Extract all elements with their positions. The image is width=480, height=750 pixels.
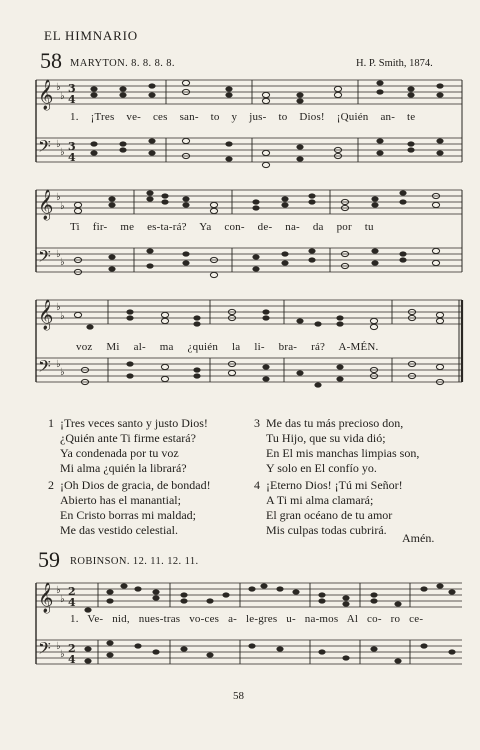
svg-text:𝄞: 𝄞 bbox=[38, 583, 54, 613]
svg-text:𝄢: 𝄢 bbox=[38, 136, 51, 160]
svg-text:♭: ♭ bbox=[60, 311, 65, 322]
stanza-line: En Cristo borras mi maldad; bbox=[60, 508, 196, 522]
hymn-number: 59 bbox=[38, 547, 60, 572]
stanza-line: ¡Eterno Dios! ¡Tú mi Señor! bbox=[266, 478, 403, 492]
lyrics-line: Ti fir- me es-ta-rá? Ya con- de- na- da por tu bbox=[70, 221, 374, 233]
svg-text:♭: ♭ bbox=[56, 139, 61, 150]
svg-text:♭: ♭ bbox=[60, 367, 65, 378]
stanza-3 bbox=[246, 416, 419, 476]
stanza-2 bbox=[40, 478, 211, 538]
svg-text:𝄢: 𝄢 bbox=[38, 356, 51, 380]
svg-text:2: 2 bbox=[68, 585, 76, 598]
stanza-number: 3 bbox=[254, 416, 260, 430]
stanza-number: 1 bbox=[48, 416, 54, 430]
tune-name: ROBINSON. 12. 11. 12. 11. bbox=[70, 556, 199, 567]
stanza-line: A Ti mi alma clamará; bbox=[266, 493, 374, 507]
stanza-number: 4 bbox=[254, 478, 260, 492]
svg-text:♭: ♭ bbox=[56, 192, 61, 203]
svg-text:4: 4 bbox=[68, 93, 76, 106]
svg-text:𝄞: 𝄞 bbox=[38, 300, 54, 330]
stanza-line: Ya condenada por tu voz bbox=[60, 446, 179, 460]
music-system bbox=[0, 75, 480, 185]
lyrics-line: 1. ¡Tres ve- ces san- to y jus- to Dios! ¡Quién an- te bbox=[70, 111, 416, 123]
stanza-line: Mi alma ¿quién la librará? bbox=[60, 461, 187, 475]
stanza-line: Abierto has el manantial; bbox=[60, 493, 181, 507]
svg-text:𝄞: 𝄞 bbox=[38, 190, 54, 220]
svg-text:♭: ♭ bbox=[56, 302, 61, 313]
svg-text:♭: ♭ bbox=[60, 649, 65, 660]
hymn-author: H. P. Smith, 1874. bbox=[356, 58, 433, 69]
svg-text:♭: ♭ bbox=[56, 359, 61, 370]
stanza-line: Mis culpas todas cubrirá. bbox=[266, 523, 387, 537]
running-head: EL HIMNARIO bbox=[44, 28, 138, 43]
svg-text:♭: ♭ bbox=[60, 594, 65, 605]
page-number: 58 bbox=[233, 690, 244, 702]
stanza-1 bbox=[40, 416, 208, 476]
stanza-4 bbox=[246, 478, 403, 538]
svg-text:♭: ♭ bbox=[60, 147, 65, 158]
stanza-line: Tu Hijo, que su vida dió; bbox=[266, 431, 386, 445]
svg-text:𝄢: 𝄢 bbox=[38, 246, 51, 270]
svg-text:3: 3 bbox=[68, 140, 76, 153]
svg-text:4: 4 bbox=[68, 151, 76, 164]
svg-text:♭: ♭ bbox=[56, 249, 61, 260]
lyrics-line: 1. Ve- nid, nues-tras vo-ces a- le-gres u- na-mos Al co- ro ce- bbox=[70, 613, 424, 625]
svg-text:♭: ♭ bbox=[56, 585, 61, 596]
bass-staff bbox=[36, 138, 462, 162]
svg-text:𝄢: 𝄢 bbox=[38, 638, 51, 662]
stanza-line: Me das tu más precioso don, bbox=[266, 416, 404, 430]
svg-text:♭: ♭ bbox=[60, 91, 65, 102]
svg-text:♭: ♭ bbox=[60, 201, 65, 212]
noteheads bbox=[90, 80, 443, 167]
stanza-line: Me das vestido celestial. bbox=[60, 523, 178, 537]
svg-text:𝄞: 𝄞 bbox=[38, 80, 54, 110]
stanza-line: El gran océano de tu amor bbox=[266, 508, 393, 522]
tune-name: MARYTON. 8. 8. 8. 8. bbox=[70, 58, 175, 69]
stanza-line: En El mis manchas limpias son, bbox=[266, 446, 420, 460]
svg-text:2: 2 bbox=[68, 642, 76, 655]
stanza-line: Y solo en El confío yo. bbox=[266, 461, 377, 475]
svg-text:4: 4 bbox=[68, 596, 76, 609]
stanza-line: ¿Quién ante Ti firme estará? bbox=[60, 431, 196, 445]
treble-staff bbox=[36, 80, 462, 104]
stanza-line: ¡Tres veces santo y justo Dios! bbox=[60, 416, 208, 430]
stanza-line: ¡Oh Dios de gracia, de bondad! bbox=[60, 478, 211, 492]
svg-text:3: 3 bbox=[68, 82, 76, 95]
svg-text:♭: ♭ bbox=[56, 82, 61, 93]
svg-text:♭: ♭ bbox=[56, 641, 61, 652]
hymn-number: 58 bbox=[40, 48, 62, 73]
stanza-number: 2 bbox=[48, 478, 54, 492]
music-system bbox=[0, 575, 480, 685]
lyrics-line: voz Mi al- ma ¿quién la li- bra- rá? A-MÉN. bbox=[76, 341, 379, 353]
svg-text:4: 4 bbox=[68, 653, 76, 666]
amen-text: Amén. bbox=[402, 531, 435, 545]
svg-text:♭: ♭ bbox=[60, 257, 65, 268]
music-system bbox=[0, 185, 480, 295]
